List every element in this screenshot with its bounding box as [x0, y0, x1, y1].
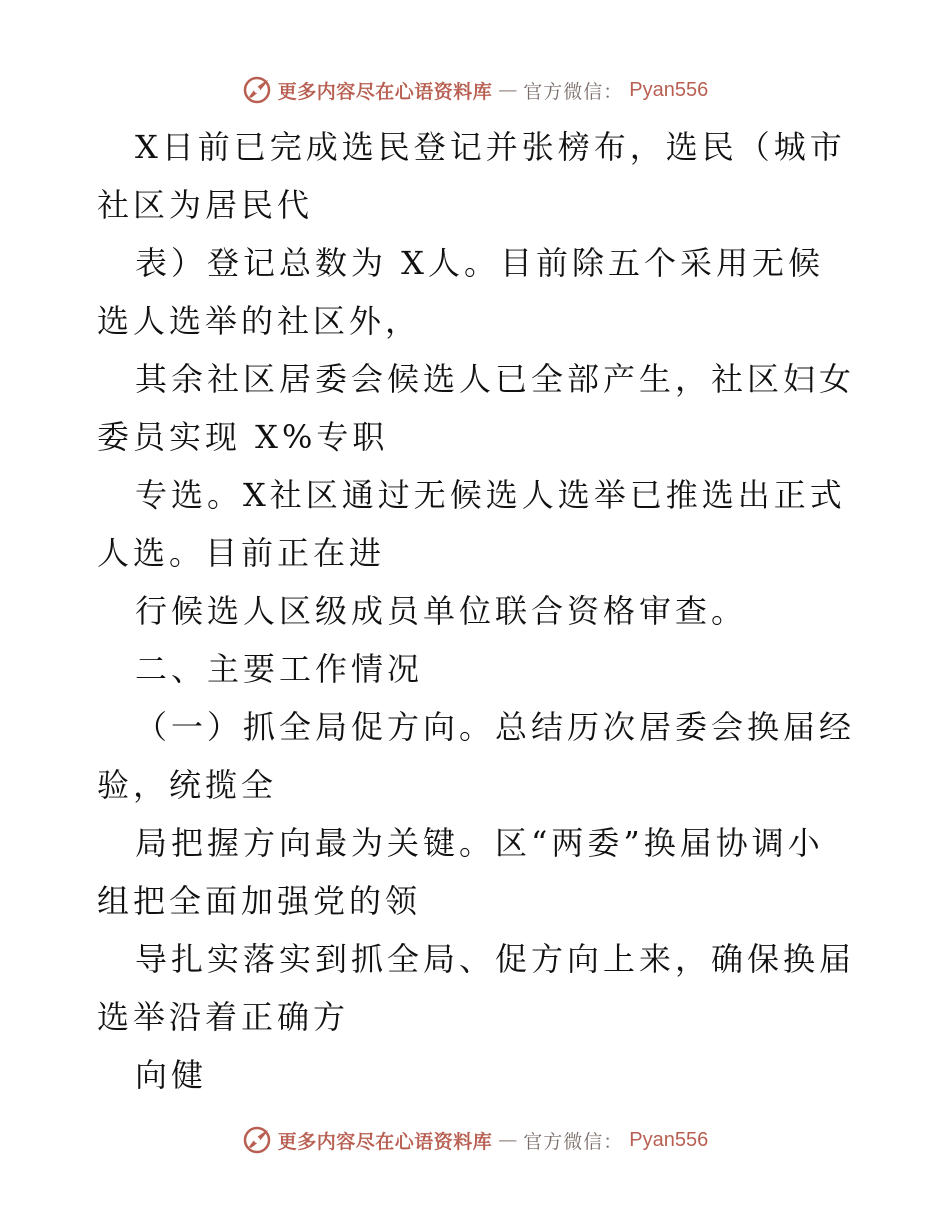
section-heading: 二、主要工作情况 [135, 650, 424, 688]
paragraph: 其余社区居委会候选人已全部产生，社区妇女委员实现 X%专职 [97, 360, 856, 456]
quill-seal-icon [242, 75, 272, 105]
paragraph: X日前已完成选民登记并张榜布，选民（城市社区为居民代 [97, 128, 846, 224]
paragraph: 表）登记总数为 X人。目前除五个采用无候选人选举的社区外， [97, 244, 824, 340]
footer-watermark [0, 1122, 950, 1158]
watermark-side-text: 官方微信： [523, 80, 624, 103]
watermark-dash: — [498, 79, 518, 101]
watermark-account: Pyan556 [629, 78, 709, 101]
paragraph: 行候选人区级成员单位联合资格审查。 [135, 592, 748, 630]
paragraph: 向健 [135, 1056, 208, 1094]
watermark-main-text: 更多内容尽在心语资料库 [277, 80, 493, 103]
watermark-dash: — [498, 1129, 518, 1151]
paragraph: （一）抓全局促方向。总结历次居委会换届经验，统揽全 [97, 708, 856, 804]
paragraph: 专选。X社区通过无候选人选举已推选出正式人选。目前正在进 [97, 476, 846, 572]
paragraph: 导扎实落实到抓全局、促方向上来，确保换届选举沿着正确方 [97, 940, 856, 1036]
watermark-account: Pyan556 [629, 1128, 709, 1151]
watermark-side-text: 官方微信： [523, 1130, 624, 1153]
paragraph: 局把握方向最为关键。区“两委”换届协调小组把全面加强党的领 [97, 824, 824, 920]
quill-seal-icon [242, 1125, 272, 1155]
watermark-main-text: 更多内容尽在心语资料库 [277, 1130, 493, 1153]
document-body [97, 118, 857, 1104]
header-watermark [0, 72, 950, 108]
